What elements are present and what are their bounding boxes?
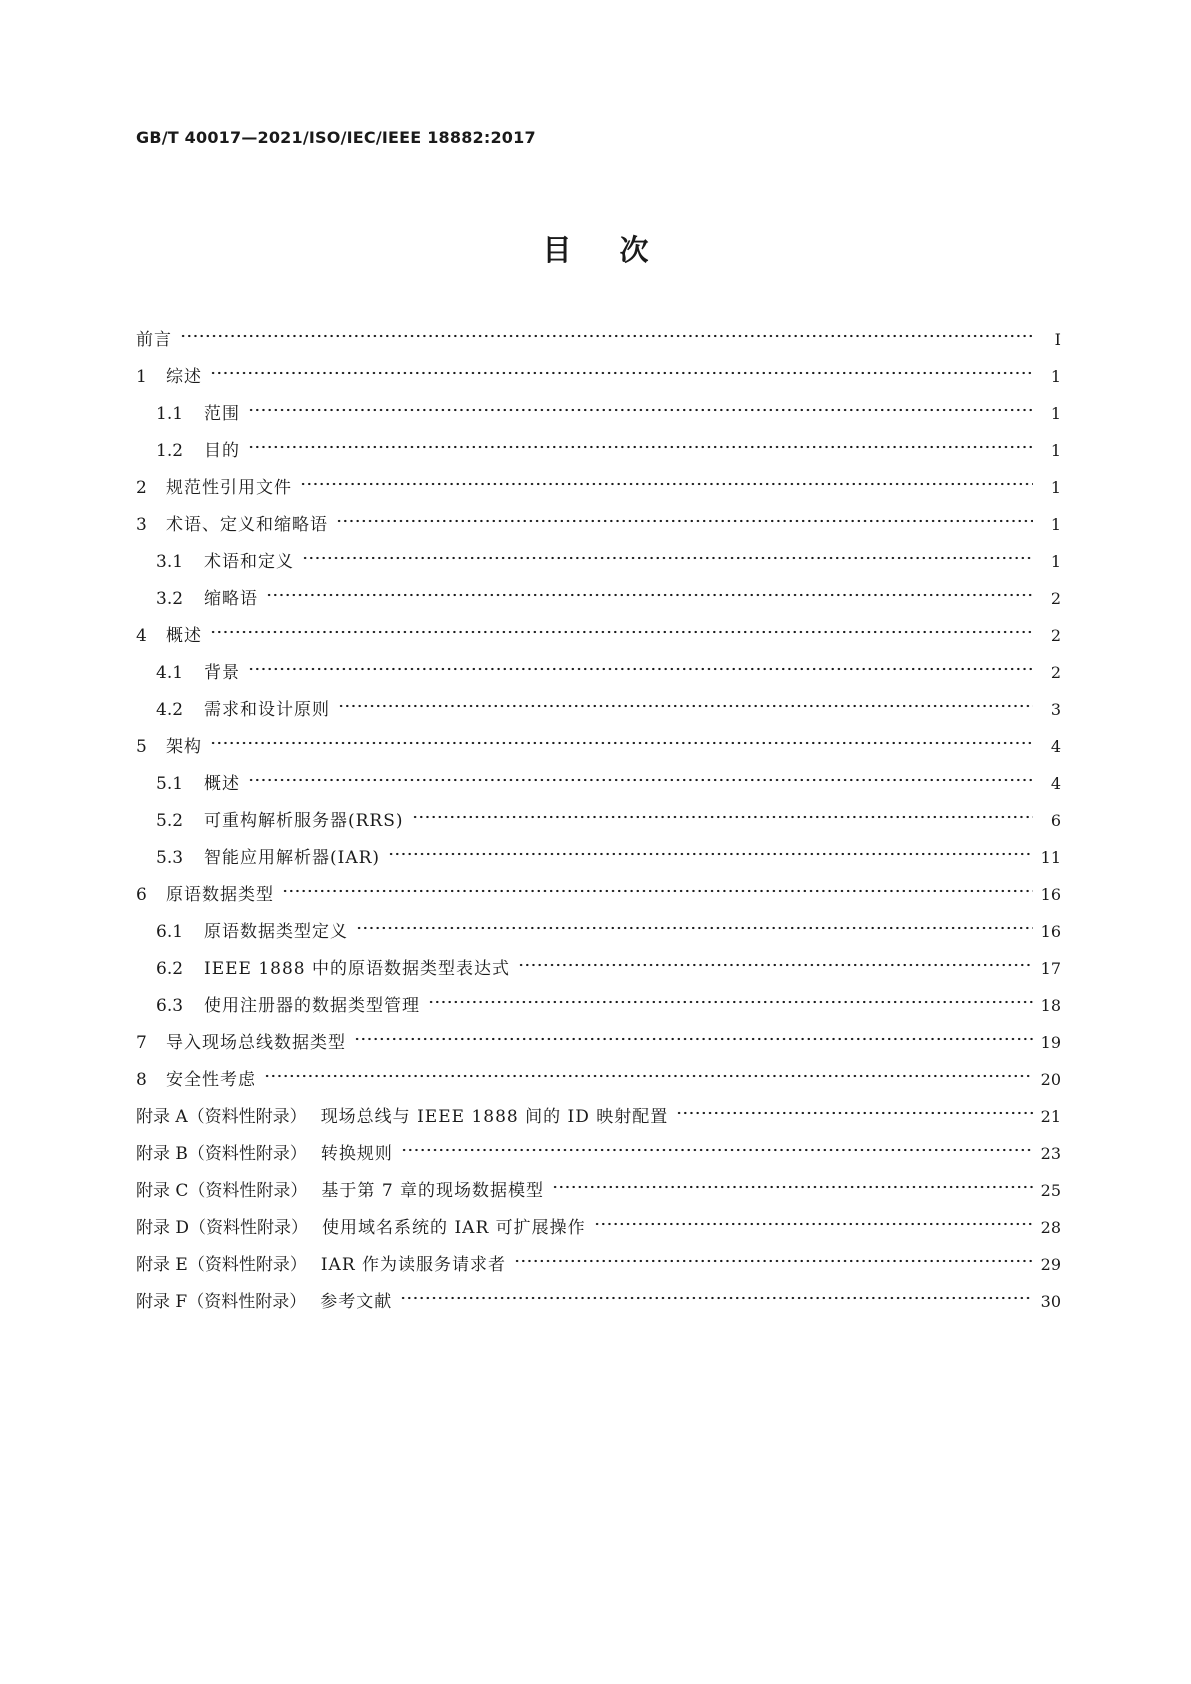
toc-entry-title: 概述	[204, 774, 240, 794]
toc-entry-number: 6.1	[156, 922, 184, 942]
toc-entry-title: 架构	[166, 737, 202, 757]
toc-entry[interactable]	[136, 506, 1061, 543]
toc-dot-leader	[676, 1108, 1033, 1118]
toc-entry-title: 概述	[166, 626, 202, 646]
toc-entry-number: 5.3	[156, 848, 184, 868]
toc-page-number: 2	[1050, 626, 1061, 645]
toc-entry-number: 3.1	[156, 552, 184, 572]
toc-entry[interactable]	[136, 543, 1061, 580]
toc-entry[interactable]	[136, 987, 1061, 1024]
toc-page-number: 28	[1040, 1218, 1061, 1237]
toc-dot-leader	[248, 405, 1033, 415]
toc-dot-leader	[518, 960, 1033, 970]
toc-page-number: 29	[1040, 1255, 1061, 1274]
toc-dot-leader	[180, 331, 1033, 341]
toc-entry[interactable]	[136, 580, 1061, 617]
toc-entry-title: 智能应用解析器(IAR)	[204, 848, 381, 868]
toc-dot-leader	[428, 997, 1033, 1007]
toc-entry[interactable]	[136, 1098, 1061, 1135]
toc-entry-number: 8	[136, 1070, 147, 1090]
toc-entry[interactable]	[136, 358, 1061, 395]
toc-page-number: 2	[1050, 589, 1061, 608]
toc-page-number: 3	[1050, 700, 1061, 719]
toc-entry[interactable]	[136, 1061, 1061, 1098]
toc-entry-number: 5.2	[156, 811, 184, 831]
toc-page-number: 18	[1040, 996, 1061, 1015]
toc-entry-title: 参考文献	[320, 1292, 393, 1312]
toc-entry-number: 1	[136, 367, 147, 387]
toc-page-number: 16	[1040, 885, 1061, 904]
toc-entry[interactable]	[136, 432, 1061, 469]
toc-page-number: 25	[1040, 1181, 1061, 1200]
toc-dot-leader	[300, 479, 1033, 489]
toc-entry-title: 可重构解析服务器(RRS)	[204, 811, 404, 831]
toc-dot-leader	[248, 775, 1033, 785]
toc-entry-title: 术语、定义和缩略语	[166, 515, 328, 535]
toc-page-number: 11	[1040, 848, 1061, 867]
toc-entry-title: 原语数据类型定义	[204, 922, 348, 942]
toc-entry[interactable]	[136, 1024, 1061, 1061]
toc-entry[interactable]	[136, 913, 1061, 950]
toc-entry-title: 术语和定义	[204, 552, 294, 572]
toc-entry[interactable]	[136, 617, 1061, 654]
toc-entry-title: 基于第 7 章的现场数据模型	[321, 1181, 545, 1201]
toc-dot-leader	[248, 664, 1033, 674]
toc-dot-leader	[514, 1256, 1033, 1266]
toc-page-number: 19	[1040, 1033, 1061, 1052]
toc-entry-number: 附录 A（资料性附录）	[136, 1107, 307, 1127]
toc-page-number: 20	[1040, 1070, 1061, 1089]
toc-entry-title: 导入现场总线数据类型	[166, 1033, 346, 1053]
toc-page-number: 21	[1040, 1107, 1061, 1126]
toc-entry-number: 附录 E（资料性附录）	[136, 1255, 307, 1275]
toc-dot-leader	[248, 442, 1033, 452]
toc-dot-leader	[210, 738, 1033, 748]
toc-entry-number: 附录 B（资料性附录）	[136, 1144, 307, 1164]
toc-entry[interactable]	[136, 765, 1061, 802]
toc-dot-leader	[210, 368, 1033, 378]
toc-entry[interactable]	[136, 950, 1061, 987]
toc-entry[interactable]	[136, 728, 1061, 765]
toc-entry-number: 6.2	[156, 959, 184, 979]
toc-entry-number: 附录 D（资料性附录）	[136, 1218, 309, 1238]
toc-page-number: 16	[1040, 922, 1061, 941]
toc-page-number: 1	[1050, 552, 1061, 571]
toc-entry[interactable]	[136, 1283, 1061, 1320]
table-of-contents	[136, 321, 1061, 1320]
toc-entry-number: 附录 C（资料性附录）	[136, 1181, 308, 1201]
toc-dot-leader	[282, 886, 1033, 896]
toc-entry-title: IAR 作为读服务请求者	[320, 1255, 507, 1275]
toc-entry-number: 5.1	[156, 774, 184, 794]
toc-page-number: 30	[1040, 1292, 1061, 1311]
toc-entry-number: 6	[136, 885, 147, 905]
toc-dot-leader	[552, 1182, 1033, 1192]
toc-dot-leader	[412, 812, 1033, 822]
toc-entry-number: 1.1	[156, 404, 184, 424]
standard-number: GB/T 40017—2021/ISO/IEC/IEEE 18882:2017	[136, 128, 536, 147]
toc-dot-leader	[210, 627, 1033, 637]
toc-entry[interactable]	[136, 839, 1061, 876]
toc-page-number: 1	[1050, 478, 1061, 497]
toc-page-number: 1	[1050, 515, 1061, 534]
toc-dot-leader	[264, 1071, 1033, 1081]
toc-entry-number: 6.3	[156, 996, 184, 1016]
toc-entry-title: 目的	[204, 441, 240, 461]
toc-entry-number: 7	[136, 1033, 147, 1053]
toc-page-number: Ⅰ	[1054, 330, 1061, 349]
toc-page-number: 2	[1050, 663, 1061, 682]
toc-entry[interactable]	[136, 802, 1061, 839]
toc-entry-title: 规范性引用文件	[166, 478, 292, 498]
toc-page-number: 1	[1050, 367, 1061, 386]
page-title: 目次	[542, 233, 697, 267]
toc-dot-leader	[336, 516, 1033, 526]
toc-entry[interactable]	[136, 876, 1061, 913]
toc-entry[interactable]	[136, 691, 1061, 728]
toc-dot-leader	[388, 849, 1033, 859]
toc-dot-leader	[401, 1145, 1033, 1155]
toc-dot-leader	[302, 553, 1033, 563]
toc-page-number: 17	[1040, 959, 1061, 978]
toc-page-number: 4	[1050, 774, 1061, 793]
toc-entry-number: 3	[136, 515, 147, 535]
toc-dot-leader	[594, 1219, 1033, 1229]
toc-entry-number: 3.2	[156, 589, 184, 609]
toc-entry-number: 4	[136, 626, 147, 646]
toc-entry[interactable]	[136, 321, 1061, 358]
toc-page-number: 6	[1050, 811, 1061, 830]
toc-page-number: 1	[1050, 404, 1061, 423]
toc-entry-title: 范围	[204, 404, 240, 424]
toc-page-number: 4	[1050, 737, 1061, 756]
toc-entry[interactable]	[136, 1209, 1061, 1246]
toc-page-number: 1	[1050, 441, 1061, 460]
toc-entry-title: IEEE 1888 中的原语数据类型表达式	[204, 959, 511, 979]
toc-entry-title: 综述	[166, 367, 202, 387]
toc-entry[interactable]	[136, 395, 1061, 432]
toc-entry-title: 转换规则	[320, 1144, 393, 1164]
toc-entry-number: 1.2	[156, 441, 184, 461]
toc-entry-number: 5	[136, 737, 147, 757]
toc-entry-title: 使用注册器的数据类型管理	[204, 996, 420, 1016]
toc-entry-title: 需求和设计原则	[204, 700, 330, 720]
toc-entry[interactable]	[136, 1172, 1061, 1209]
toc-dot-leader	[266, 590, 1033, 600]
toc-entry-number: 附录 F（资料性附录）	[136, 1292, 307, 1312]
toc-entry-number: 4.1	[156, 663, 184, 683]
toc-entry-title: 现场总线与 IEEE 1888 间的 ID 映射配置	[320, 1107, 669, 1127]
toc-entry[interactable]	[136, 469, 1061, 506]
toc-entry-title: 原语数据类型	[166, 885, 274, 905]
toc-dot-leader	[356, 923, 1033, 933]
toc-page-number: 23	[1040, 1144, 1061, 1163]
toc-entry-title: 安全性考虑	[166, 1070, 256, 1090]
toc-entry[interactable]	[136, 1135, 1061, 1172]
toc-entry-title: 前言	[136, 330, 172, 350]
toc-entry-title: 使用域名系统的 IAR 可扩展操作	[322, 1218, 586, 1238]
toc-dot-leader	[400, 1293, 1033, 1303]
toc-entry[interactable]	[136, 1246, 1061, 1283]
toc-entry[interactable]	[136, 654, 1061, 691]
toc-entry-title: 背景	[204, 663, 240, 683]
toc-dot-leader	[338, 701, 1033, 711]
toc-entry-number: 2	[136, 478, 147, 498]
toc-entry-title: 缩略语	[204, 589, 258, 609]
toc-entry-number: 4.2	[156, 700, 184, 720]
toc-dot-leader	[354, 1034, 1033, 1044]
